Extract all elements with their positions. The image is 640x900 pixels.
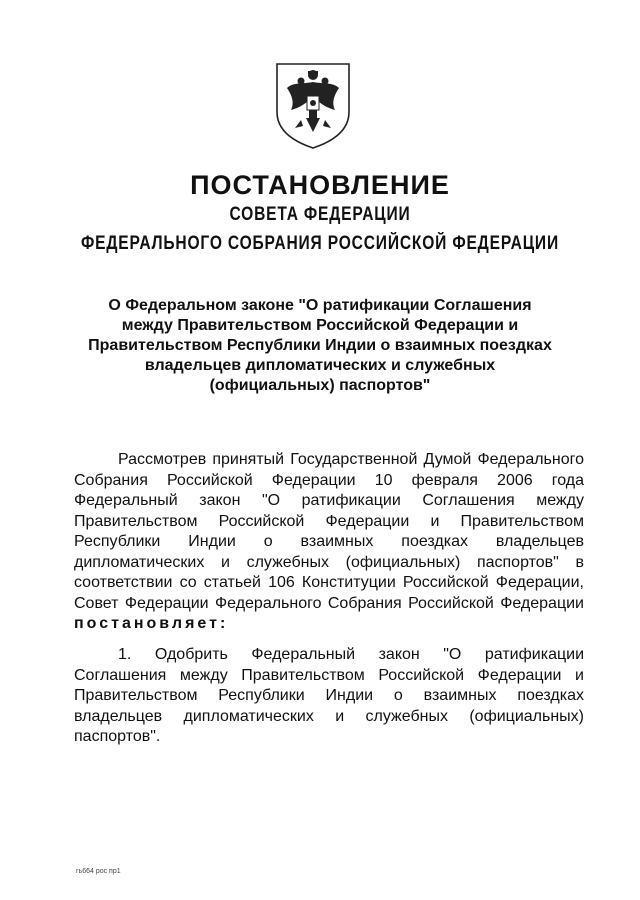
paragraph-line: Республики Индии о взаимных поездках владельцев bbox=[74, 533, 584, 550]
resolves-word: постановляет: bbox=[74, 615, 229, 632]
paragraph-line: Правительством Российской Федерации и Правительством bbox=[74, 512, 584, 530]
paragraph-line: Правительством Республики Индии о взаимных поездках bbox=[74, 687, 584, 704]
paragraph-line: Совет Федерации Федерального Собрания Российской Федерации bbox=[74, 594, 584, 612]
paragraph-line: Собрания Российской Федерации 10 февраля 2006 года bbox=[74, 471, 584, 489]
resolution-item-1 bbox=[74, 645, 584, 748]
paragraph-line: 1. Одобрить Федеральный закон "О ратификации bbox=[118, 646, 584, 663]
paragraph-line: Федеральный закон "О ратификации Соглашения между bbox=[74, 492, 584, 509]
paragraph-line: владельцев дипломатических и служебных (официальных) bbox=[74, 707, 584, 725]
paragraph-line: паспортов". bbox=[74, 728, 161, 745]
paragraph-line: соответствии со статьей 106 Конституции Российской Федерации, bbox=[74, 574, 584, 591]
paragraph-line: Соглашения между Правительством Российской Федерации и bbox=[74, 666, 584, 684]
preamble-paragraph bbox=[74, 450, 584, 635]
subject-line: О Федеральном законе "О ратификации Соглашения bbox=[108, 297, 532, 314]
russian-coat-of-arms-icon bbox=[271, 58, 355, 150]
document-title: ПОСТАНОВЛЕНИЕ bbox=[190, 170, 450, 200]
paragraph-line: Рассмотрев принятый Государственной Думой Федерального bbox=[118, 451, 584, 468]
subject-line: (официальных) паспортов" bbox=[209, 377, 431, 394]
issuer-line-1: СОВЕТА ФЕДЕРАЦИИ bbox=[229, 204, 411, 225]
document-subject bbox=[60, 296, 580, 396]
subject-line: Правительством Республики Индии о взаимных поездках bbox=[88, 337, 552, 354]
issuer-line-2: ФЕДЕРАЛЬНОГО СОБРАНИЯ РОССИЙСКОЙ ФЕДЕРАЦИИ bbox=[81, 233, 559, 254]
document-file-code: гь664 рос пр1 bbox=[76, 868, 121, 875]
subject-line: владельцев дипломатических и служебных bbox=[144, 357, 496, 374]
paragraph-line: дипломатических и служебных (официальных) паспортов" в bbox=[74, 553, 584, 571]
subject-line: между Правительством Российской Федерации и bbox=[121, 317, 519, 334]
